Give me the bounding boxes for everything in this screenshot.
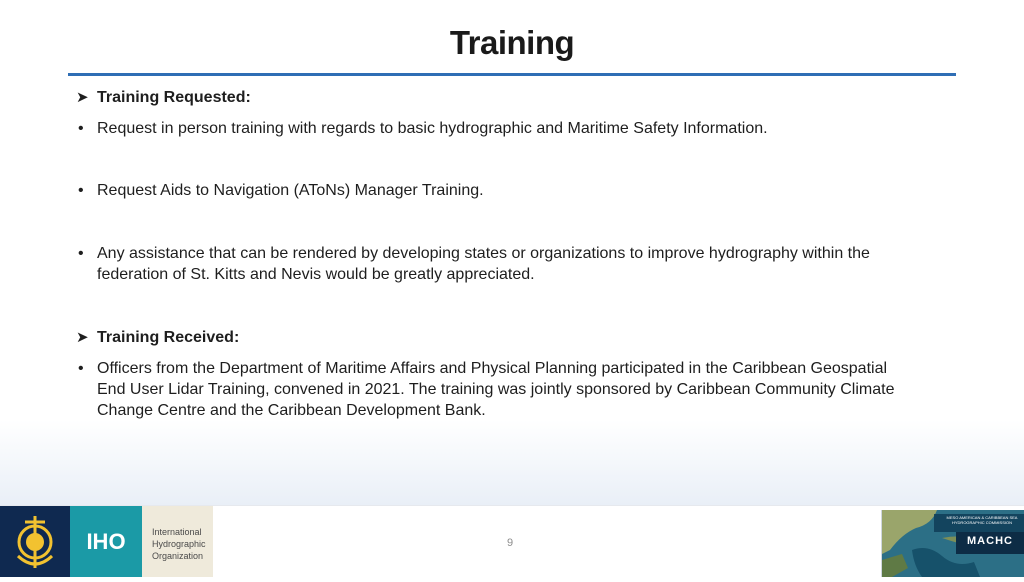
machc-header: MESO AMERICAN & CARIBBEAN SEA HYDROGRAPHIC COMMISSION bbox=[946, 515, 1018, 525]
arrow-bullet-icon: ➤ bbox=[76, 89, 89, 106]
iho-name-line: Hydrographic bbox=[152, 539, 206, 549]
slide-title: Training bbox=[449, 24, 575, 61]
machc-label: MACHC bbox=[967, 535, 1013, 547]
page-number: 9 bbox=[506, 537, 514, 549]
iho-name-block bbox=[142, 506, 213, 577]
arrow-bullet-icon: ➤ bbox=[76, 329, 89, 346]
iho-name-line: International bbox=[152, 527, 202, 537]
bullet-icon: • bbox=[78, 120, 84, 137]
iho-emblem-logo bbox=[0, 506, 70, 577]
title-underline bbox=[68, 73, 956, 76]
footer-bar bbox=[0, 505, 1024, 577]
bullet-icon: • bbox=[78, 245, 84, 262]
iho-name-line: Organization bbox=[152, 551, 204, 561]
machc-logo bbox=[881, 510, 1024, 577]
bullet-icon: • bbox=[78, 360, 84, 377]
bullet-icon: • bbox=[78, 182, 84, 199]
iho-logo: IHO bbox=[70, 506, 142, 577]
